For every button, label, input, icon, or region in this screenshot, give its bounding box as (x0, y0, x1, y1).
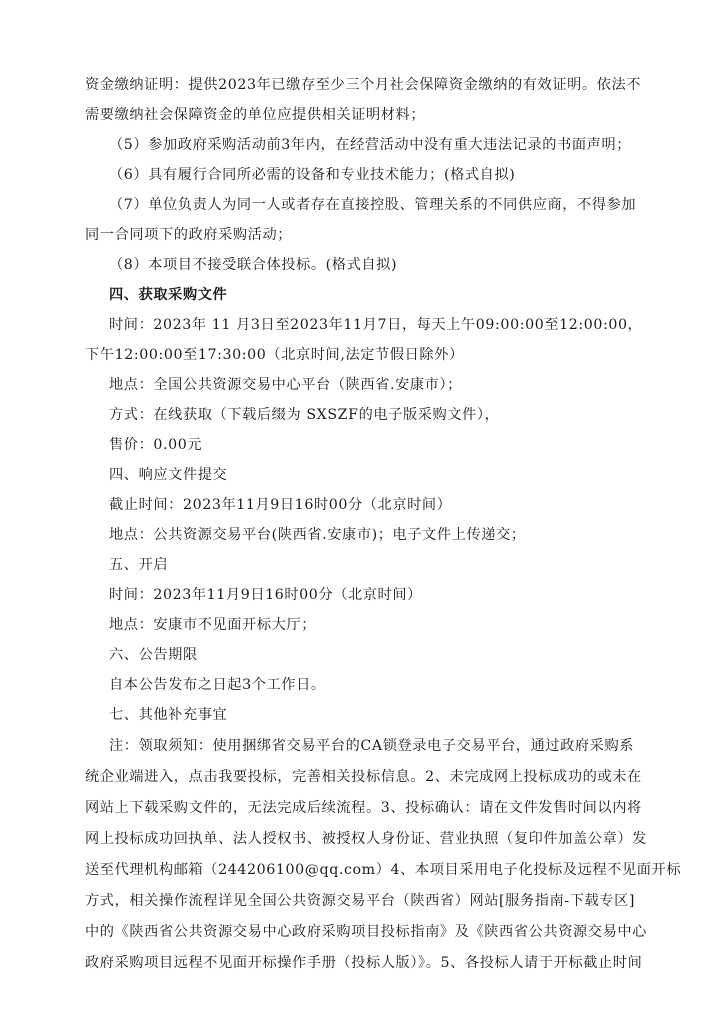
text-line: 需要缴纳社会保障资金的单位应提供相关证明材料； (85, 107, 426, 123)
text-line: 地点：全国公共资源交易中心平台（陕西省.安康市）； (109, 377, 462, 393)
text-line: 时间：2023年11月9日16时00分（北京时间） (109, 587, 422, 603)
text-line: 统企业端进入，点击我要投标，完善相关投标信息。2、未完成网上投标成功的或未在 (85, 769, 642, 785)
list-item-8: （8）本项目不接受联合体投标。(格式自拟) (109, 257, 398, 273)
text-line: 政府采购项目远程不见面开标操作手册（投标人版）》。5、各投标人请于开标截止时间 (85, 955, 643, 971)
text-line: 方式：在线获取（下载后缀为 SXSZF的电子版采购文件）， (109, 407, 500, 423)
list-item-5: （5）参加政府采购活动前3年内，在经营活动中没有重大违法记录的书面声明； (109, 137, 632, 153)
text-line: 网站上下载采购文件的，无法完成后续流程。3、投标确认：请在文件发售时间以内将 (85, 800, 642, 816)
text-line: 注：领取须知：使用捆绑省交易平台的CA锁登录电子交易平台，通过政府采购系 (109, 738, 635, 754)
section-heading-other: 七、其他补充事宜 (109, 707, 228, 723)
section-heading-get-documents: 四、获取采购文件 (109, 287, 228, 303)
text-line: 地点：安康市不见面开标大厅； (109, 617, 317, 633)
list-item-6: （6）具有履行合同所必需的设备和专业技术能力；(格式自拟) (109, 167, 516, 183)
text-line: 截止时间：2023年11月9日16时00分（北京时间） (109, 497, 452, 513)
text-line: 时间：2023年 11 月3日至2023年11月7日，每天上午09:00:00至12:00:00， (109, 317, 643, 333)
list-item-7: （7）单位负责人为同一人或者存在直接控股、管理关系的不同供应商，不得参加 (109, 197, 637, 213)
text-line: 资金缴纳证明：提供2023年已缴存至少三个月社会保障资金缴纳的有效证明。依法不 (85, 77, 642, 93)
text-line: 中的《陕西省公共资源交易中心政府采购项目投标指南》及《陕西省公共资源交易中心 (85, 924, 647, 940)
text-line: 售价：0.00元 (109, 437, 203, 453)
section-heading-opening: 五、开启 (109, 557, 169, 573)
section-heading-notice-period: 六、公告期限 (109, 647, 198, 663)
text-line: 自本公告发布之日起3个工作日。 (109, 677, 326, 693)
section-heading-submission: 四、响应文件提交 (109, 467, 228, 483)
text-line: 网上投标成功回执单、法人授权书、被授权人身份证、营业执照（复印件加盖公章）发 (85, 831, 647, 847)
text-line: 同一合同项下的政府采购活动； (85, 227, 293, 243)
text-line: 送至代理机构邮箱（244206100@qq.com）4、本项目采用电子化投标及远程不见面开标 (85, 862, 682, 878)
text-line: 方式，相关操作流程详见全国公共资源交易平台（陕西省）网站[服务指南-下载专区] (85, 893, 636, 909)
text-line: 下午12:00:00至17:30:00（北京时间,法定节假日除外） (85, 347, 464, 363)
text-line: 地点：公共资源交易平台(陕西省.安康市)；电子文件上传递交； (109, 527, 526, 543)
